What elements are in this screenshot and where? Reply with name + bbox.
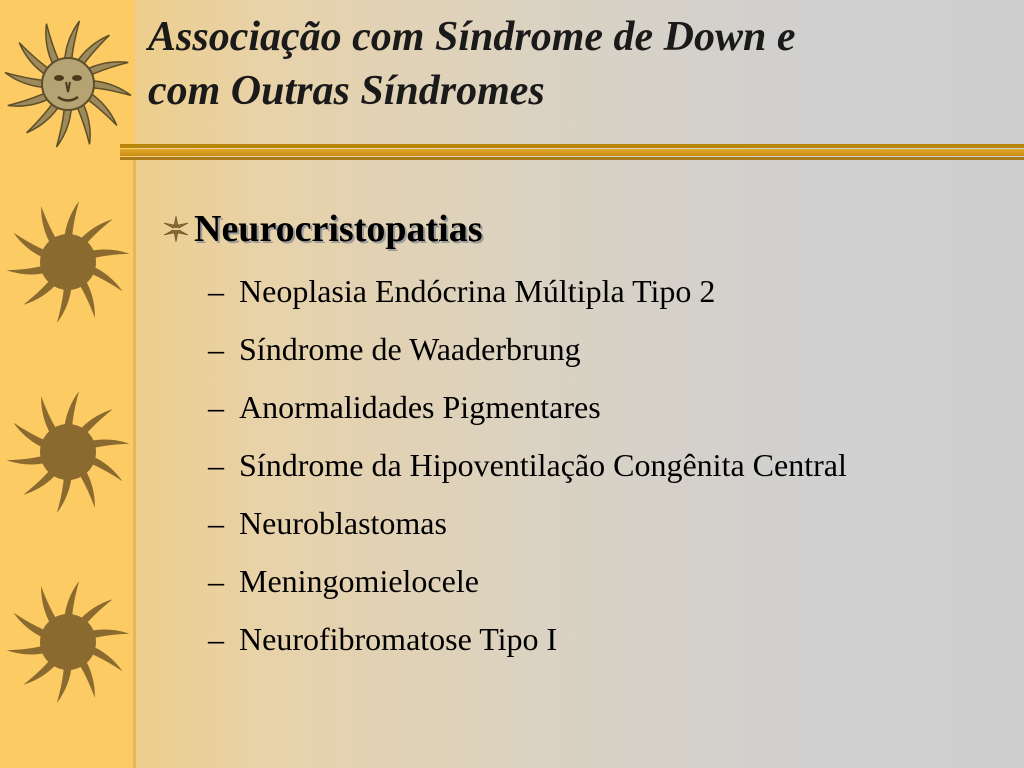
slide-title-line-2: com Outras Síndromes xyxy=(148,68,545,114)
list-item-text: Neuroblastomas xyxy=(239,505,447,541)
list-item-text: Neurofibromatose Tipo I xyxy=(239,621,558,657)
star-bullet-icon xyxy=(162,215,190,243)
bullet-heading xyxy=(162,204,483,254)
sun-ray xyxy=(57,106,72,147)
list-item xyxy=(208,558,928,604)
title-rule-middle xyxy=(120,149,1024,156)
dash-marker: – xyxy=(208,505,224,541)
list-item-text: Síndrome da Hipoventilação Congênita Central xyxy=(239,447,847,483)
list-item-text: Anormalidades Pigmentares xyxy=(239,389,601,425)
sun-face-icon xyxy=(4,4,132,164)
list-item xyxy=(208,616,928,662)
dash-marker: – xyxy=(208,563,224,599)
dash-marker: – xyxy=(208,621,224,657)
sun-ray xyxy=(90,80,131,95)
list-item xyxy=(208,326,928,372)
title-rule-top xyxy=(120,144,1024,148)
dash-marker: – xyxy=(208,273,224,309)
list-item-text: Neoplasia Endócrina Múltipla Tipo 2 xyxy=(239,273,716,309)
list-item xyxy=(208,500,928,546)
title-rule-bottom xyxy=(120,157,1024,160)
list-item xyxy=(208,442,928,488)
sun-ray xyxy=(64,21,79,62)
sun-icon xyxy=(4,372,132,532)
list-item xyxy=(208,384,928,430)
slide-title xyxy=(148,10,1008,118)
side-band-edge xyxy=(133,160,136,768)
sun-icon xyxy=(4,182,132,342)
list-item-text: Meningomielocele xyxy=(239,563,479,599)
dash-marker: – xyxy=(208,447,224,483)
list-item-text: Síndrome de Waaderbrung xyxy=(239,331,581,367)
dash-marker: – xyxy=(208,331,224,367)
slide-title-line-1: Associação com Síndrome de Down e xyxy=(148,14,796,60)
sun-icon xyxy=(4,562,132,722)
list-item xyxy=(208,268,928,314)
dash-marker: – xyxy=(208,389,224,425)
sub-bullet-list xyxy=(208,268,928,674)
bullet-heading-text: Neurocristopatias xyxy=(194,208,483,250)
sun-ray xyxy=(5,73,46,88)
